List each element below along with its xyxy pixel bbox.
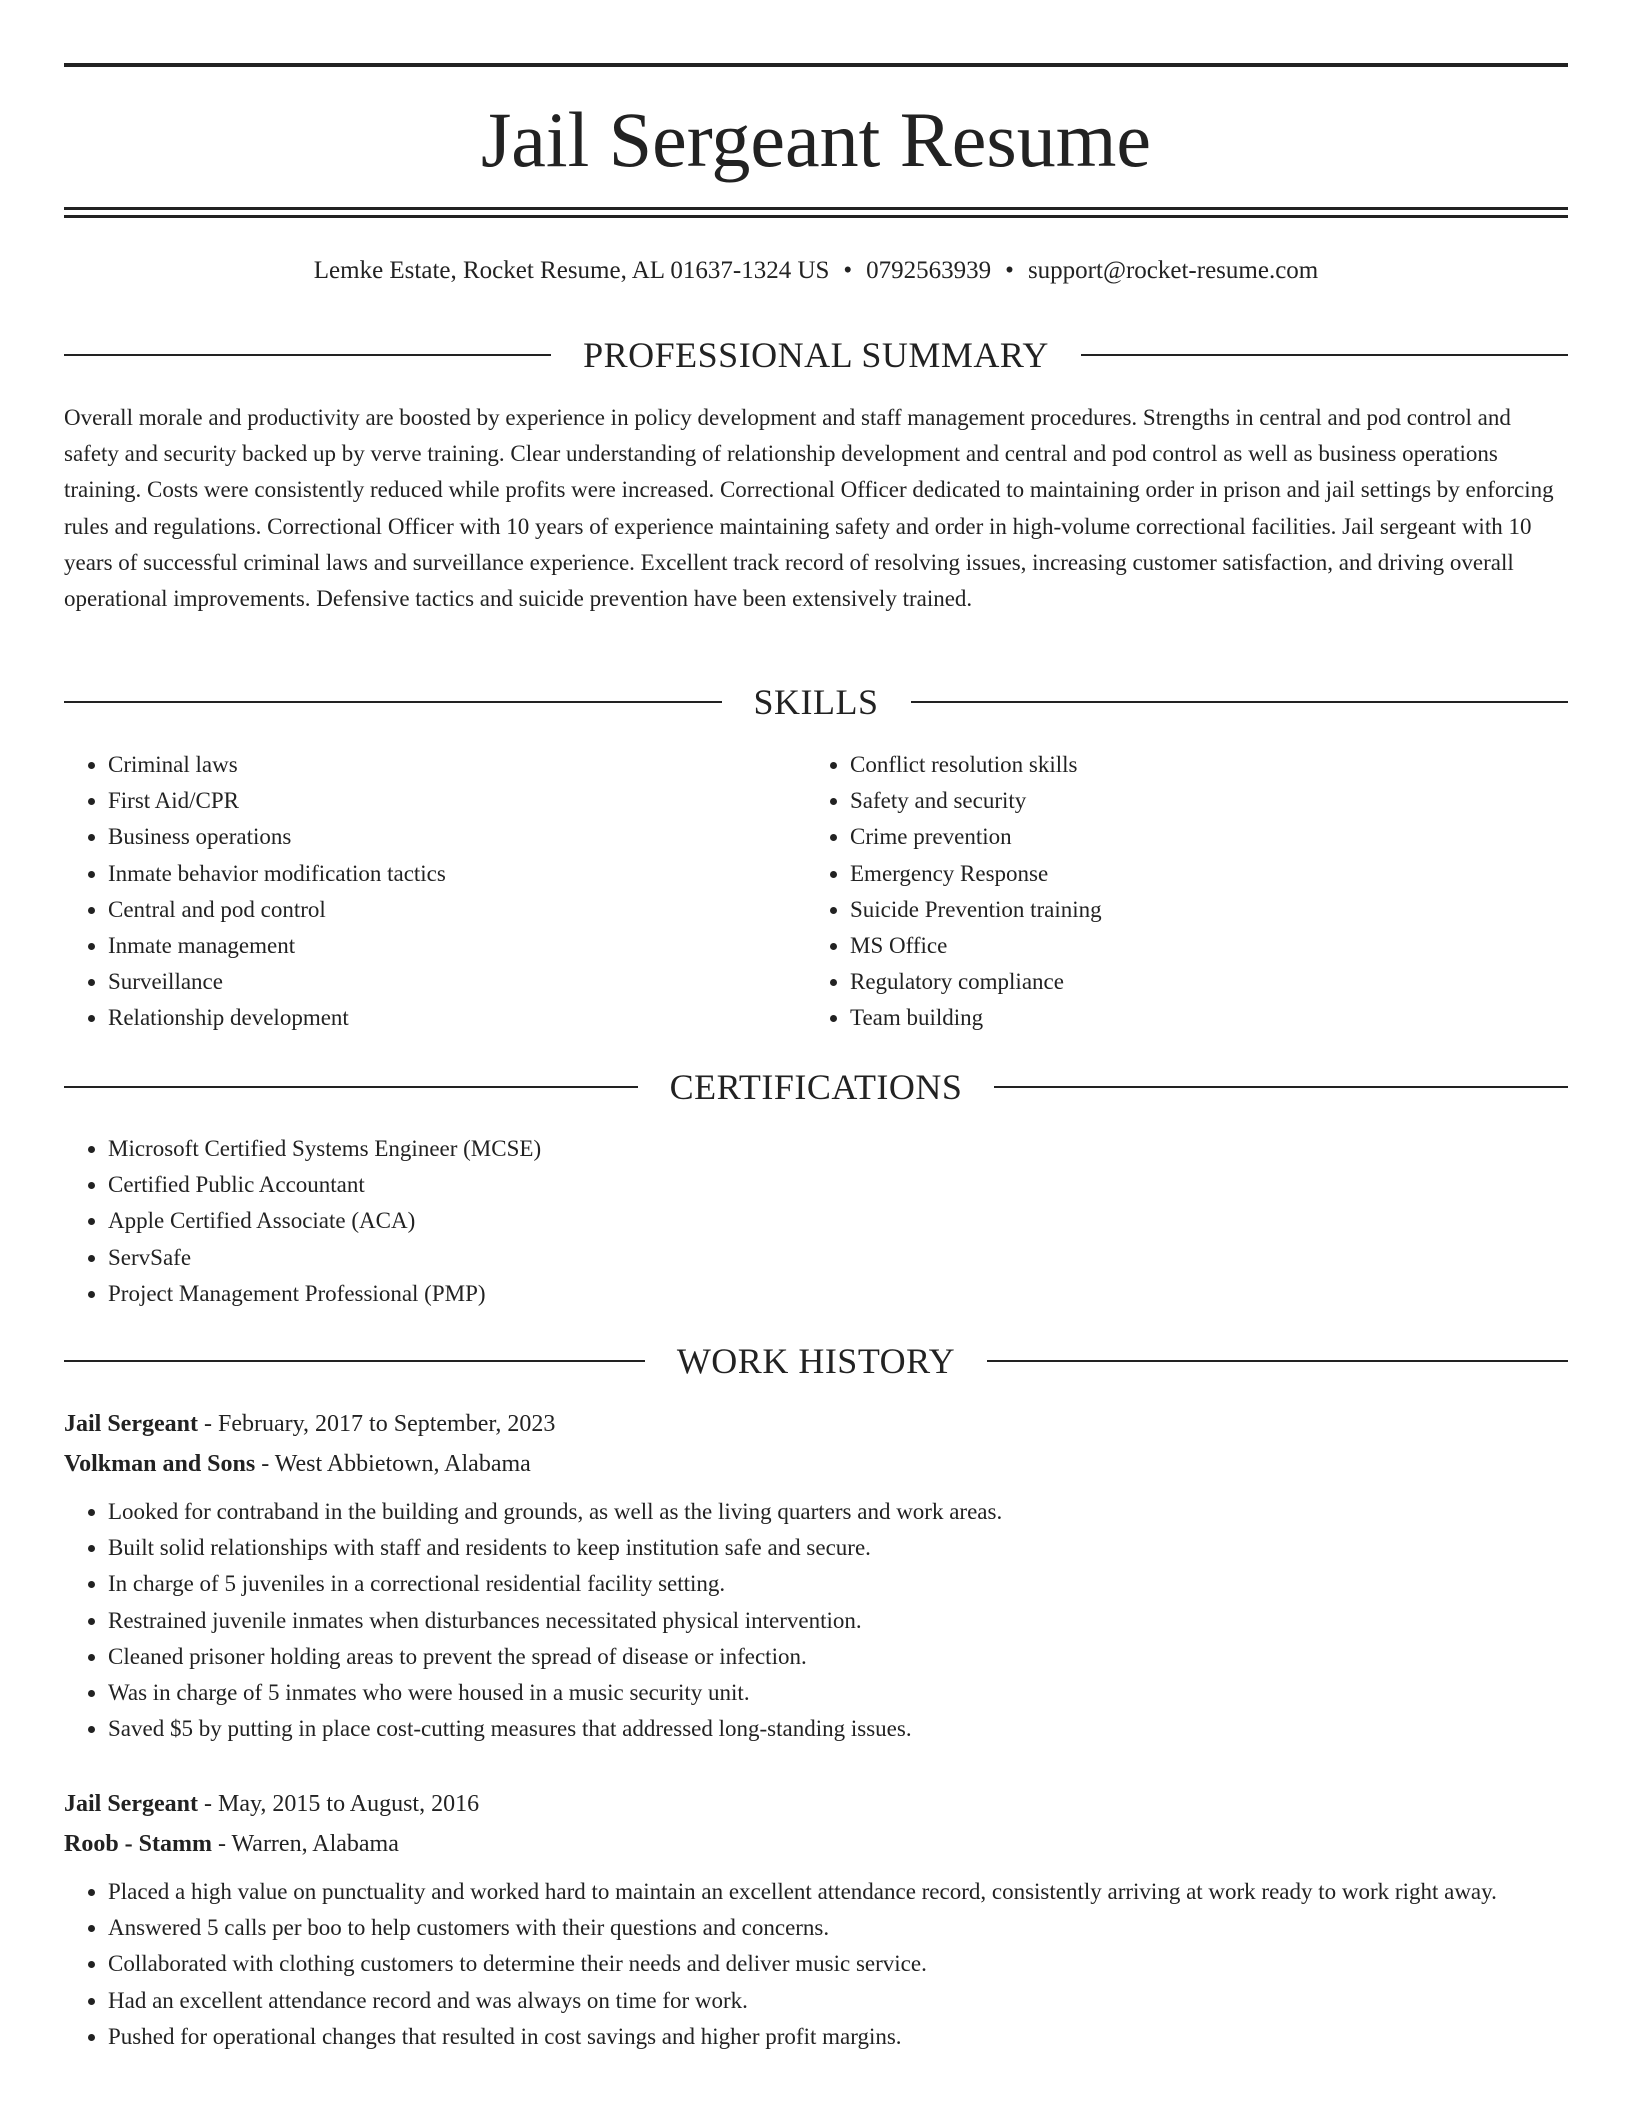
job-duty-item: • In charge of 5 juveniles in a correctional residential facility setting. [108,1566,1568,1602]
skills-column-right [806,747,1546,1037]
certification-item: • Microsoft Certified Systems Engineer (MCSE) [108,1131,1568,1167]
skill-item: • Central and pod control [108,892,804,928]
skill-item: • MS Office [850,928,1546,964]
skills-column-left [64,747,804,1037]
job-duty-item: • Collaborated with clothing customers to determine their needs and deliver music service. [108,1946,1568,1982]
skills-list-right [806,747,1546,1037]
skill-item: • Regulatory compliance [850,964,1546,1000]
section-divider [64,1086,638,1088]
job-duty-item: • Cleaned prisoner holding areas to prevent the spread of disease or infection. [108,1639,1568,1675]
work-entry [64,1784,1568,2055]
contact-separator: • [843,257,853,284]
job-title-line [64,1784,1568,1824]
contact-address: Lemke Estate, Rocket Resume, AL 01637-1324 US [313,257,830,284]
skill-item: • Inmate behavior modification tactics [108,856,804,892]
skill-item: • First Aid/CPR [108,783,804,819]
job-company: Volkman and Sons [64,1451,256,1477]
skill-item: • Suicide Prevention training [850,892,1546,928]
job-duties-list [64,1874,1568,2055]
job-company: Roob - Stamm [64,1831,212,1857]
section-header-certifications [64,1065,1568,1109]
section-title: SKILLS [753,682,879,722]
skill-item: • Surveillance [108,964,804,1000]
certification-item: • Project Management Professional (PMP) [108,1276,1568,1312]
skill-item: • Business operations [108,819,804,855]
job-duty-item: • Pushed for operational changes that resulted in cost savings and higher profit margins. [108,2019,1568,2055]
contact-separator: • [1005,257,1014,284]
section-title: CERTIFICATIONS [669,1067,963,1107]
section-title: PROFESSIONAL SUMMARY [583,335,1049,375]
job-dates: - February, 2017 to September, 2023 [197,1411,556,1437]
skill-item: • Team building [850,1000,1546,1036]
contact-email: support@rocket-resume.com [1027,257,1319,284]
job-duties-list [64,1494,1568,1747]
header-bottom-rule [64,207,1568,210]
section-divider [987,1360,1568,1362]
contact-phone: 0792563939 [866,257,992,284]
section-title: WORK HISTORY [676,1341,956,1381]
job-dates: - May, 2015 to August, 2016 [197,1791,480,1817]
section-divider [994,1086,1568,1088]
header-top-rule [64,63,1568,67]
certification-item: • Certified Public Accountant [108,1167,1568,1203]
skill-item: • Safety and security [850,783,1546,819]
job-duty-item: • Placed a high value on punctuality and worked hard to maintain an excellent attendance record, consistently arriving at work ready to work right away. [108,1874,1568,1910]
job-duty-item: • Answered 5 calls per boo to help customers with their questions and concerns. [108,1910,1568,1946]
skill-item: • Inmate management [108,928,804,964]
skill-item: • Crime prevention [850,819,1546,855]
job-company-line [64,1824,1568,1864]
skill-item: • Emergency Response [850,856,1546,892]
certification-item: • Apple Certified Associate (ACA) [108,1203,1568,1239]
job-duty-item: • Built solid relationships with staff and residents to keep institution safe and secure. [108,1530,1568,1566]
job-company-line [64,1444,1568,1484]
skill-item: • Relationship development [108,1000,804,1036]
section-header-skills [64,680,1568,724]
section-divider [64,1360,645,1362]
section-divider [64,354,551,356]
job-title-line [64,1404,1568,1444]
job-location: - Warren, Alabama [212,1831,399,1857]
summary-text: Overall morale and productivity are boosted by experience in policy development and staff management procedures. Strengths in central and pod control and safety and security backed up by verve training. Clear understanding of relationship development and central and pod control as well as business operations training. Costs were consistently reduced while profits were increased. Correctional Officer dedicated to maintaining order in prison and jail settings by enforcing rules and regulations. Correctional Officer with 10 years of experience maintaining safety and order in high-volume correctional facilities. Jail sergeant with 10 years of successful criminal laws and surveillance experience. Excellent track record of resolving issues, increasing customer satisfaction, and driving overall operational improvements. Defensive tactics and suicide prevention have been extensively trained. [64,405,1554,612]
skills-list-left [64,747,804,1037]
certifications-block [64,1131,1568,1312]
section-header-summary [64,333,1568,377]
header-bottom-rule-2 [64,215,1568,218]
resume-title: Jail Sergeant Resume [480,96,1152,183]
section-header-work [64,1339,1568,1383]
job-title: Jail Sergeant [64,1791,198,1817]
job-duty-item: • Had an excellent attendance record and was always on time for work. [108,1983,1568,2019]
job-duty-item: • Restrained juvenile inmates when disturbances necessitated physical intervention. [108,1603,1568,1639]
job-duty-item: • Saved $5 by putting in place cost-cutting measures that addressed long-standing issues. [108,1711,1568,1747]
section-divider [64,701,722,703]
section-divider [1081,354,1568,356]
skill-item: • Criminal laws [108,747,804,783]
work-entry [64,1404,1568,1747]
job-duty-item: • Looked for contraband in the building and grounds, as well as the living quarters and work areas. [108,1494,1568,1530]
job-title: Jail Sergeant [64,1411,198,1437]
certification-item: • ServSafe [108,1240,1568,1276]
certifications-list [64,1131,1568,1312]
skill-item: • Conflict resolution skills [850,747,1546,783]
section-divider [911,701,1569,703]
job-location: - West Abbietown, Alabama [255,1451,531,1477]
job-duty-item: • Was in charge of 5 inmates who were housed in a music security unit. [108,1675,1568,1711]
contact-line [64,254,1568,288]
